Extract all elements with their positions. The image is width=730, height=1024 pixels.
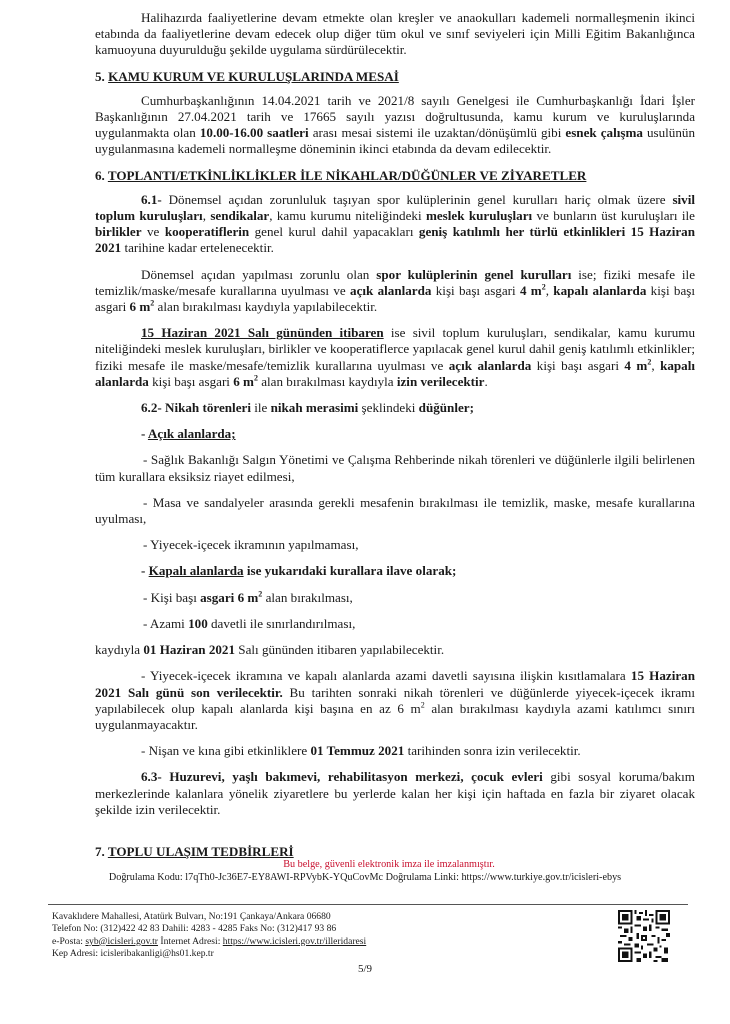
s62-bold: kapalı alanlarda (553, 282, 647, 298)
sports-club-paragraph (95, 267, 695, 316)
intro-text: Halihazırda faaliyetlerine devam etmekte olan kreşler ve anaokulları kademeli normalleşmenin ikinci etabında da faaliyetlerine devam edecek olup diğer tüm okul ve sınıf seviyeleri için Milli Eğitim Bakanlığınca kamuoyuna duyurulduğu şekilde uygulama sürdürülecektir. (95, 10, 695, 58)
footer-divider (48, 904, 688, 905)
web-link[interactable]: https://www.icisleri.gov.tr/illeridaresi (222, 935, 367, 947)
superscript: 2 (253, 373, 258, 383)
food-text: - Yiyecek-içecek ikramına ve kapalı alanlarda azami davetli sayısına ilişkin kısıtlamalara (141, 668, 631, 684)
page-number: 5/9 (358, 963, 373, 975)
engagement-paragraph (95, 743, 695, 759)
s63-bold: kapalı alanlarda (95, 357, 695, 389)
closing-text: kaydıyla (95, 642, 144, 658)
s63-text: alan bırakılması kaydıyla (257, 373, 397, 389)
superscript: 2 (541, 282, 546, 292)
june-15-paragraph (95, 325, 695, 390)
open-rule-text: - Masa ve sandalyeler arasında gerekli mesafenin bırakılması ile temizlik, maske, mesafe kurallarına uyulması, (95, 494, 695, 527)
closed-rule-1 (95, 590, 695, 606)
verification-line: Doğrulama Kodu: l7qTh0-Jc36E7-EY8AWI-RPVybK-YQuCovMc Doğrulama Linki: https://www.turkiye.gov.tr/icisleri-ebys (108, 872, 622, 883)
section-6-2-heading (95, 400, 695, 416)
s62-text: kişi başı asgari (431, 282, 520, 298)
s62h-number: 6.2- (141, 400, 162, 416)
email-link[interactable]: syb@icisleri.gov.tr (85, 935, 159, 947)
s63h-bold: 6.3- Huzurevi, yaşlı bakımevi, rehabilitasyon merkezi, çocuk evleri (141, 769, 543, 785)
food-text: alan bırakılması kaydıyla azami katılımcı sınırı uygulanmayacaktır. (95, 700, 695, 732)
s63-text: kişi başı asgari (148, 373, 234, 389)
closing-line (95, 642, 695, 658)
s62-text: alan bırakılması kaydıyla yapılabilecektir. (154, 299, 378, 315)
superscript: 2 (647, 357, 652, 367)
s62-bold: açık alanlarda (350, 282, 432, 298)
email-label: e-Posta: (52, 935, 86, 947)
section-5-heading (95, 69, 695, 85)
s63-bold: izin verilecektir (396, 373, 485, 389)
s61-text: ve (141, 224, 165, 240)
s5-text-1: Cumhurbaşkanlığının 14.04.2021 tarih ve 2021/8 sayılı Genelgesi ile Cumhurbaşkanlığı İdari İşler Başkanlığının 27.04.2021 tarih ve 17665 sayılı yazısı doğrultusunda, kamu kurum ve kuruluşlarında uygulanmakta olan (95, 92, 695, 141)
food-bold: 15 Haziran 2021 Salı günü son verilecektir. (95, 668, 695, 700)
closing-text: Salı gününden itibaren yapılabilecektir. (235, 642, 445, 658)
section-6-1-paragraph (95, 192, 695, 257)
open-rule-1 (95, 452, 695, 484)
s61-bold: sendikalar (210, 208, 270, 224)
section-5-number: 5. (95, 68, 109, 84)
s61-bold: meslek kuruluşları (425, 208, 533, 224)
s63-text: , (651, 357, 661, 373)
s61-number: 6.1- (141, 191, 162, 207)
closed-rule-text: alan bırakılması, (262, 589, 353, 605)
closed-rule-text: - Kişi başı (143, 589, 201, 605)
s62-bold: 6 m (129, 299, 151, 315)
s5-text-2: arası mesai sistemi ile uzaktan/dönüşümlü gibi (308, 125, 566, 141)
intro-paragraph (95, 10, 695, 59)
web-label: İnternet Adresi: (158, 935, 223, 947)
s5-hours: 10.00-16.00 saatleri (199, 125, 309, 141)
section-7-number: 7. (95, 843, 108, 859)
s62-text: kişi başı asgari (95, 282, 695, 315)
s63-text: . (484, 373, 488, 389)
section-5-title: KAMU KURUM VE KURULUŞLARINDA MESAİ (108, 68, 399, 84)
section-5-paragraph (95, 93, 695, 158)
s63-text: ise sivil toplum kuruluşları, sendikalar, kamu kurumu niteliğindeki meslek kuruluşları, birlikler ve kooperatiflerce yapılacak genel kurul dahil geniş katılımlı etkinlikler; fiziki mesafe ile maske/mesafe/temizlik kurallarına uyulması ve (95, 325, 695, 373)
s62h-text: ile (250, 400, 271, 416)
s61-text: ve bunların üst kuruluşları ile (532, 208, 695, 224)
s62-text: Dönemsel açıdan yapılması zorunlu olan (141, 266, 377, 282)
s63-bold: açık alanlarda (448, 357, 532, 373)
food-text: Bu tarihten sonraki nikah törenleri ve düğünlerde yiyecek-içecek ikramı yapılabilecek olup kapalı alanlarda kişi başına en az 6 m (95, 684, 696, 716)
section-6-number: 6. (95, 167, 108, 183)
engage-text: tarihinden sonra izin verilecektir. (404, 743, 581, 759)
s61-text: genel kurul dahil yapacakları (249, 224, 419, 240)
s62h-bold: nikah merasimi (270, 400, 359, 416)
open-rule-text: - Yiyecek-içecek ikramının yapılmaması, (143, 537, 359, 553)
s62-text: ise; fiziki mesafe ile temizlik/maske/mesafe kurallarına uyulması ve (95, 266, 696, 298)
section-7-title: TOPLU ULAŞIM TEDBİRLERİ (107, 843, 294, 859)
document-body (95, 10, 695, 860)
s63-bold: 6 m (233, 373, 254, 389)
e-signature-notice: Bu belge, güvenli elektronik imza ile imzalanmıştır. (283, 859, 495, 870)
closing-date: 01 Haziran 2021 (143, 642, 236, 658)
s63-bold: 4 m (624, 357, 648, 373)
s63-text: kişi başı asgari (531, 357, 625, 373)
s5-text-3: usulünün uygulanmasına kademeli normalleşme döneminin ikinci etabında da devam edilecektir. (95, 125, 695, 157)
superscript: 2 (420, 700, 425, 710)
closed-rule-text: - Azami (143, 615, 189, 631)
closed-rule-text: davetli ile sınırlandırılması, (207, 615, 356, 631)
section-6-title: TOPLANTI/ETKİNLİKLİKLER İLE NİKAHLAR/DÜĞÜNLER VE ZİYARETLER (107, 167, 587, 183)
s61-bold: sivil toplum kuruluşları (95, 191, 695, 224)
footer-kep: Kep Adresi: icisleribakanligi@hs01.kep.tr (52, 948, 214, 960)
s61-bold: geniş katılımlı her türlü etkinlikleri 15 Haziran 2021 (95, 224, 695, 256)
s62-text: , (545, 282, 554, 298)
open-rule-text: - Sağlık Bakanlığı Salgın Yönetimi ve Çalışma Rehberinde nikah törenleri ve düğünlerle ilgili belirlenen tüm kurallara eksiksiz riayet edilmesi, (95, 452, 695, 484)
s5-flexible-work: esnek çalışma (565, 125, 643, 141)
closed-areas-label (95, 563, 695, 579)
section-6-3-paragraph (95, 769, 695, 818)
closed-areas-title: Kapalı alanlarda (148, 563, 244, 579)
footer-contact (52, 936, 366, 948)
footer-address: Kavaklıdere Mahallesi, Atatürk Bulvarı, No:191 Çankaya/Ankara 06680 (52, 911, 331, 922)
s61-text: tarihine kadar ertelenecektir. (121, 240, 274, 256)
open-rule-2 (95, 495, 695, 527)
closed-rule-bold: 100 (188, 615, 208, 631)
s62h-text: şeklindeki (358, 400, 419, 416)
closed-rule-2 (95, 616, 695, 632)
section-6-heading (95, 168, 695, 184)
s62-bold: spor kulüplerinin genel kurulları (376, 266, 572, 282)
s62h-bold: düğünler; (418, 400, 474, 416)
closed-rule-bold: asgari 6 m (200, 589, 259, 605)
closed-areas-rest: ise yukarıdaki kurallara ilave olarak; (243, 563, 457, 579)
food-paragraph (95, 668, 695, 733)
footer (52, 911, 366, 961)
s61-text: , kamu kurumu niteliğindeki (269, 208, 426, 224)
footer-phone: Telefon No: (312)422 42 83 Dahili: 4283 - 4285 Faks No: (312)417 93 86 (52, 923, 337, 935)
dash: - (141, 563, 149, 579)
superscript: 2 (150, 298, 155, 308)
qr-code-icon (618, 910, 670, 962)
s61-bold: kooperatiflerin (164, 224, 250, 240)
s61-text: , (202, 208, 211, 224)
s63-date: 15 Haziran 2021 Salı gününden itibaren (141, 325, 384, 341)
engage-text: - Nişan ve kına gibi etkinliklere (141, 743, 311, 759)
engage-date: 01 Temmuz 2021 (310, 743, 405, 759)
superscript: 2 (258, 589, 263, 599)
s62-bold: 4 m (519, 282, 542, 298)
open-rule-3 (95, 537, 695, 553)
s61-text: Dönemsel açıdan zorunluluk taşıyan spor kulüplerinin genel kurulları hariç olmak üzere (161, 191, 673, 207)
s61-bold: birlikler (95, 224, 142, 240)
open-areas-label (95, 426, 695, 442)
s63h-text: gibi sosyal koruma/bakım merkezlerinde kalanlara yönelik ziyaretlere bu yerlerde kalan her kişi için haftada en fazla bir ziyaret olacak şekilde izin verilecektir. (95, 769, 695, 817)
s62h-bold: Nikah törenleri (161, 400, 251, 416)
open-areas-title: Açık alanlarda; (147, 426, 236, 442)
dash: - (141, 426, 148, 442)
signature-block (0, 858, 730, 884)
